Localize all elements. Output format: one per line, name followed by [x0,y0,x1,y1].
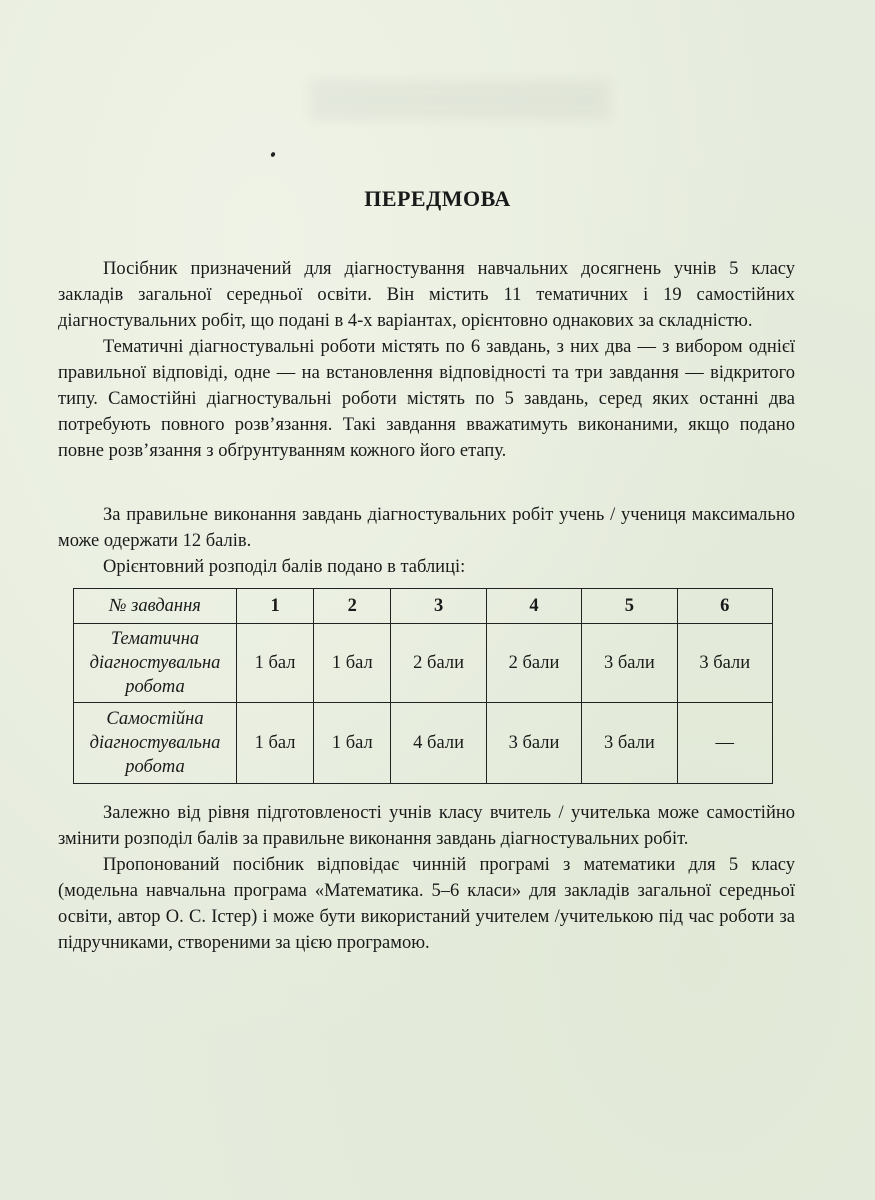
paragraph-max-score: За правильне виконання завдань діагностувальних робіт учень / учениця максимально може одержати 12 балів. [58,505,795,551]
header-col-5: 5 [582,589,677,624]
row-label-independent: Самостійна діагностувальна робота [74,703,237,784]
header-col-6: 6 [677,589,772,624]
table-cell: 1 бал [314,624,391,703]
table-header-row [74,589,773,624]
table-cell: 3 бали [677,624,772,703]
header-col-3: 3 [391,589,486,624]
table-cell: — [677,703,772,784]
header-col-2: 2 [314,589,391,624]
table-cell: 1 бал [314,703,391,784]
table-cell: 3 бали [582,624,677,703]
score-text [58,502,795,554]
score-distribution-table [73,588,773,784]
table-cell: 1 бал [237,624,314,703]
paragraph-structure: Тематичні діагностувальні роботи містять по 6 завдань, з них два — з вибором однієї правильної відповіді, одне — на встановлення відповідності та три завдання — відкритого типу. Самостійні діагностувальні роботи містять по 5 завдань, серед яких останні два потребують повного розв’язання. Такі завдання вважатимуть виконаними, якщо подано повне розв’язання з обґрунтуванням кожного його етапу. [58,337,795,461]
table-row [74,703,773,784]
table-cell: 2 бали [391,624,486,703]
table-cell: 3 бали [582,703,677,784]
header-col-1: 1 [237,589,314,624]
table-cell: 3 бали [486,703,581,784]
bleed-through-smudge [310,80,610,120]
table-cell: 2 бали [486,624,581,703]
paragraph-purpose: Посібник призначений для діагностування навчальних досягнень учнів 5 класу закладів загальної середньої освіти. Він містить 11 тематичних і 19 самостійних діагностувальних робіт, що подані в 4-х варіантах, орієнтовно однакових за складністю. [58,259,795,331]
table-caption: Орієнтовний розподіл балів подано в таблиці: [103,557,466,577]
paragraph-program-compliance: Пропонований посібник відповідає чинній програмі з математики для 5 класу (модельна навчальна програма «Математика. 5–6 класи» для закладів загальної середньої освіти, автор О. С. Істер) і може бути використаний учителем /учителькою під час роботи за підручниками, створеними за цією програмою. [58,855,795,953]
ink-dot [270,151,276,157]
table-cell: 1 бал [237,703,314,784]
header-col-4: 4 [486,589,581,624]
page-title: ПЕРЕДМОВА [364,186,511,211]
table-row [74,624,773,703]
closing-text [58,800,795,956]
table-caption-wrap [58,554,795,580]
row-label-thematic: Тематична діагностувальна робота [74,624,237,703]
paragraph-teacher-adjust: Залежно від рівня підготовленості учнів класу вчитель / учителька може самостійно змінити розподіл балів за правильне виконання завдань діагностувальних робіт. [58,803,795,849]
header-task-number: № завдання [74,589,237,624]
table-cell: 4 бали [391,703,486,784]
intro-text [58,256,795,464]
